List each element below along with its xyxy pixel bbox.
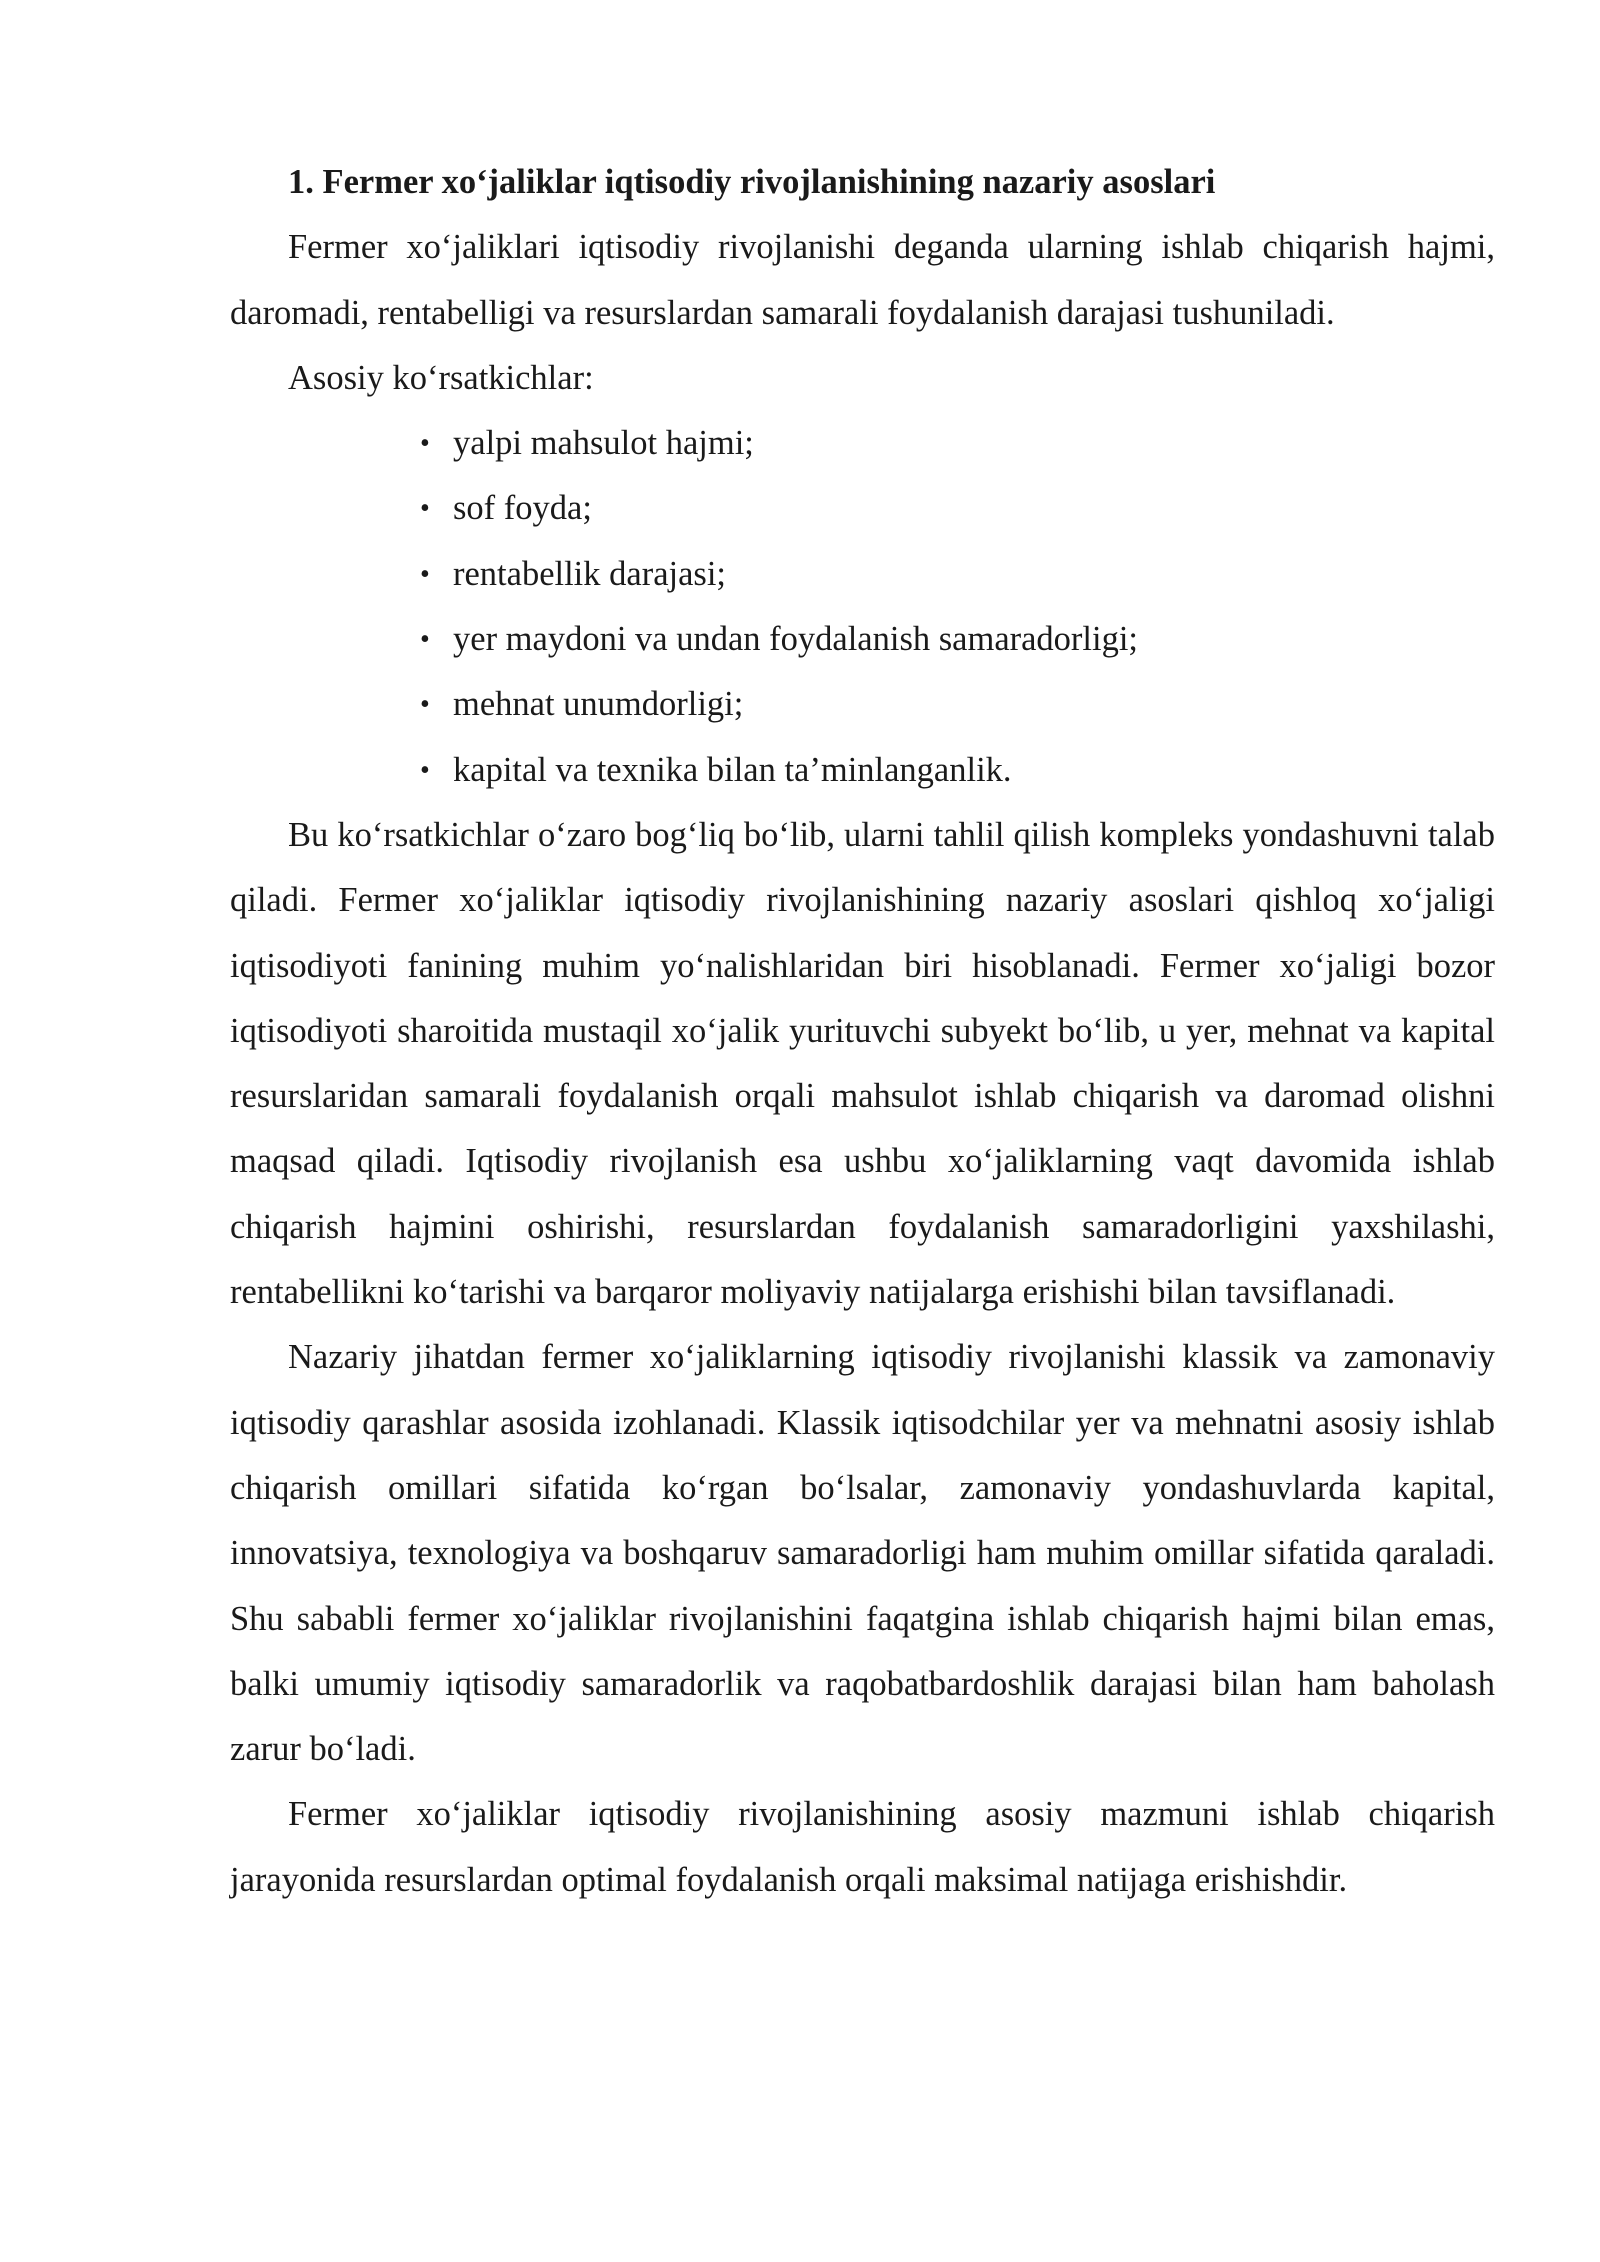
list-item — [420, 672, 1495, 737]
body-paragraph: Bu ko‘rsatkichlar o‘zaro bog‘liq bo‘lib, ularni tahlil qilish kompleks yondashuvni talab qiladi. Fermer xo‘jaliklar iqtisodiy rivojlanishining nazariy asoslari qishloq xo‘jaligi iqtisodiyoti fanining muhim yo‘nalishlaridan biri hisoblanadi. Fermer xo‘jaligi bozor iqtisodiyoti sharoitida mustaqil xo‘jalik yurituvchi subyekt bo‘lib, u yer, mehnat va kapital resurslaridan samarali foydalanish orqali mahsulot ishlab chiqarish va daromad olishni maqsad qiladi. Iqtisodiy rivojlanish esa ushbu xo‘jaliklarning vaqt davomida ishlab chiqarish hajmini oshirishi, resurslardan foydalanish samaradorligini yaxshilashi, rentabellikni ko‘tarishi va barqaror moliyaviy natijalarga erishishi bilan tavsiflanadi. — [230, 815, 1495, 1312]
bullet-icon: • — [420, 754, 430, 786]
indicators-label: Asosiy ko‘rsatkichlar: — [288, 358, 594, 397]
list-item — [420, 607, 1495, 672]
list-item-text: mehnat unumdorligi; — [453, 685, 744, 724]
bullet-icon: • — [420, 493, 430, 525]
list-item-text: sof foyda; — [453, 489, 592, 528]
bullet-icon: • — [420, 624, 430, 656]
bullet-icon: • — [420, 558, 430, 590]
list-item — [420, 738, 1495, 803]
bullet-icon: • — [420, 428, 430, 460]
list-item-text: rentabellik darajasi; — [453, 554, 727, 593]
list-item — [420, 411, 1495, 476]
intro-paragraph: Fermer xo‘jaliklari iqtisodiy rivojlanishi deganda ularning ishlab chiqarish hajmi, daromadi, rentabelligi va resurslardan samarali foydalanish darajasi tushuniladi. — [230, 228, 1495, 332]
section-heading: 1. Fermer xo‘jaliklar iqtisodiy rivojlanishining nazariy asoslari — [288, 163, 1216, 201]
indicators-list — [230, 411, 1495, 803]
body-paragraph: Fermer xo‘jaliklar iqtisodiy rivojlanishining asosiy mazmuni ishlab chiqarish jarayonida resurslardan optimal foydalanish orqali maksimal natijaga erishishdir. — [230, 1795, 1495, 1899]
list-item-text: yalpi mahsulot hajmi; — [453, 424, 754, 463]
document-page — [230, 150, 1495, 1913]
body-paragraph: Nazariy jihatdan fermer xo‘jaliklarning iqtisodiy rivojlanishi klassik va zamonaviy iqtisodiy qarashlar asosida izohlanadi. Klassik iqtisodchilar yer va mehnatni asosiy ishlab chiqarish omillari sifatida ko‘rgan bo‘lsalar, zamonaviy yondashuvlarda kapital, innovatsiya, texnologiya va boshqaruv samaradorligi ham muhim omillar sifatida qaraladi. Shu sababli fermer xo‘jaliklar rivojlanishini faqatgina ishlab chiqarish hajmi bilan emas, balki umumiy iqtisodiy samaradorlik va raqobatbardoshlik darajasi bilan ham baholash zarur bo‘ladi. — [230, 1338, 1495, 1769]
list-item-text: kapital va texnika bilan ta’minlanganlik. — [453, 750, 1012, 789]
bullet-icon: • — [420, 689, 430, 721]
list-item — [420, 476, 1495, 541]
list-item — [420, 542, 1495, 607]
list-item-text: yer maydoni va undan foydalanish samaradorligi; — [453, 620, 1139, 659]
